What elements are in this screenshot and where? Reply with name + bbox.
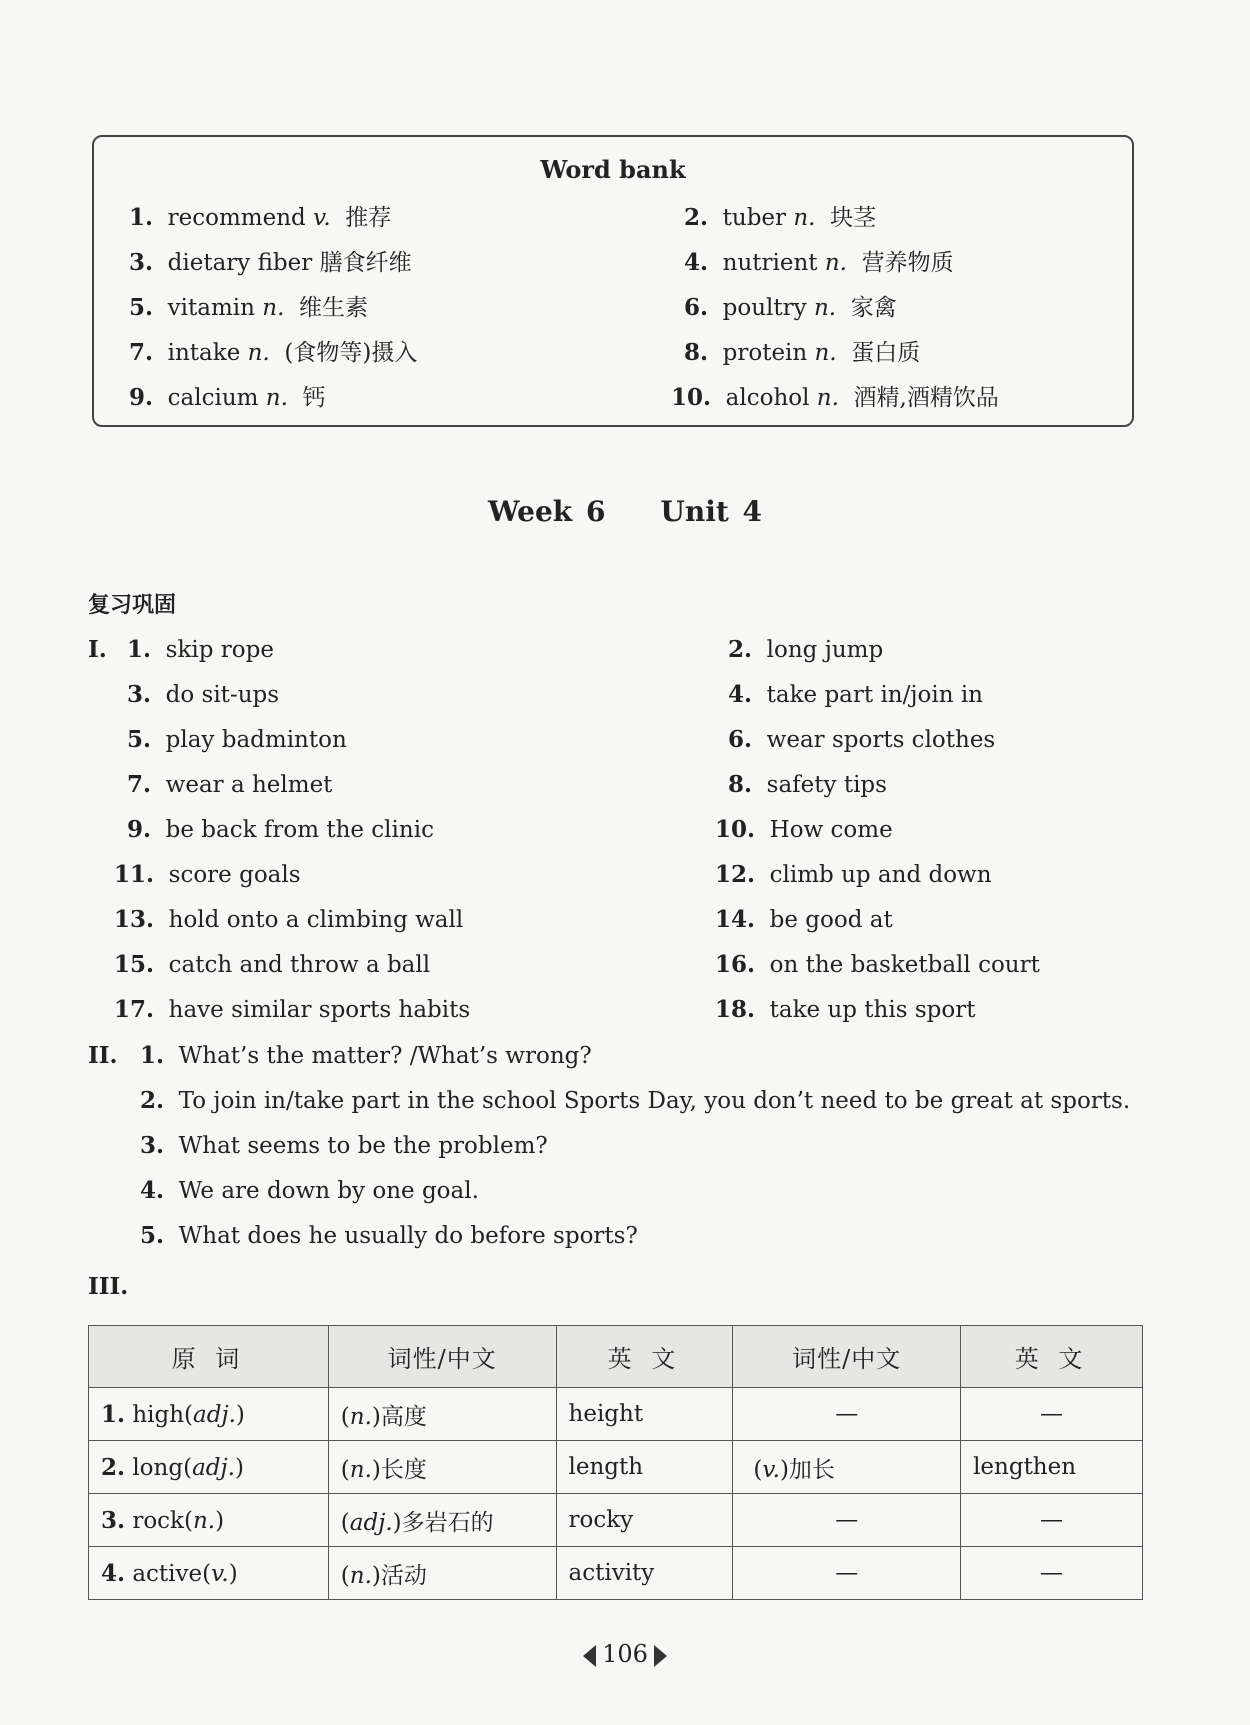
original-pos: v. xyxy=(211,1560,229,1587)
item-number: 8. xyxy=(684,339,709,366)
item-text: safety tips xyxy=(766,772,887,798)
cell-pos-cn: (n.)长度 xyxy=(328,1441,556,1494)
item-number: 13. xyxy=(114,906,155,933)
item-number: 5. xyxy=(129,294,154,321)
cell-english: length xyxy=(556,1441,733,1494)
item-word: recommend xyxy=(167,205,306,231)
part1-item xyxy=(715,951,1040,978)
word-bank-item xyxy=(684,199,876,232)
item-pos: n. xyxy=(816,385,839,411)
part1-item xyxy=(715,816,893,843)
derived-pos-2: v. xyxy=(762,1456,780,1483)
item-meaning: 维生素 xyxy=(299,295,368,321)
item-text: What does he usually do before sports? xyxy=(178,1223,638,1249)
item-number: 10. xyxy=(715,816,756,843)
part1-item xyxy=(715,861,992,888)
item-meaning: 家禽 xyxy=(850,295,897,321)
item-word: protein xyxy=(722,340,808,366)
part2-item xyxy=(140,1087,1130,1114)
word-bank-item xyxy=(671,379,999,412)
word-bank-title: Word bank xyxy=(540,155,686,184)
item-text: How come xyxy=(769,817,893,843)
item-number: 4. xyxy=(728,681,753,708)
item-pos: n. xyxy=(824,250,847,276)
part1-item xyxy=(728,681,983,708)
item-word: calcium xyxy=(167,385,259,411)
derived-pos: n. xyxy=(349,1456,372,1483)
item-number: 2. xyxy=(140,1087,165,1114)
item-number: 2. xyxy=(728,636,753,663)
item-meaning: 膳食纤维 xyxy=(319,250,412,276)
item-text: score goals xyxy=(168,862,301,888)
part2-item xyxy=(140,1042,592,1069)
item-pos: n. xyxy=(813,295,837,321)
part2-item xyxy=(140,1177,479,1204)
page-number xyxy=(0,1640,1250,1668)
part1-item xyxy=(728,726,995,753)
row-number: 4. xyxy=(101,1559,126,1587)
item-text: play badminton xyxy=(165,727,347,753)
item-number: 11. xyxy=(114,861,155,888)
item-meaning: 蛋白质 xyxy=(851,340,921,366)
item-word: poultry xyxy=(722,295,807,321)
word-bank-item xyxy=(129,379,326,412)
item-number: 17. xyxy=(114,996,155,1023)
section-title: 复习巩固 xyxy=(88,593,177,618)
item-pos: n. xyxy=(814,340,837,366)
derived-cn: 活动 xyxy=(380,1562,427,1589)
part1-item xyxy=(715,996,975,1023)
part1-item xyxy=(114,906,463,933)
item-word: nutrient xyxy=(722,250,818,276)
item-number: 8. xyxy=(728,771,753,798)
item-text: wear sports clothes xyxy=(766,727,996,753)
item-number: 9. xyxy=(129,384,154,411)
word-forms-table xyxy=(88,1325,1143,1600)
item-number: 7. xyxy=(127,771,152,798)
row-number: 2. xyxy=(101,1453,126,1481)
word-bank-box xyxy=(92,135,1134,427)
item-number: 1. xyxy=(127,636,152,663)
cell-pos-cn-2: — xyxy=(733,1388,961,1441)
item-meaning: 营养物质 xyxy=(861,250,954,276)
item-meaning: 块茎 xyxy=(830,205,877,231)
part1-item xyxy=(127,771,332,798)
original-pos: adj. xyxy=(193,1401,236,1428)
part1-item xyxy=(127,816,434,843)
part1-label: I. xyxy=(88,636,107,663)
original-pos: n. xyxy=(192,1507,216,1534)
item-text: on the basketball court xyxy=(769,952,1040,978)
item-meaning: 推荐 xyxy=(345,205,392,231)
triangle-right-icon xyxy=(654,1645,667,1667)
item-number: 3. xyxy=(140,1132,165,1159)
cell-english: activity xyxy=(556,1547,733,1600)
item-number: 3. xyxy=(129,249,154,276)
item-text: climb up and down xyxy=(769,862,992,888)
item-number: 4. xyxy=(684,249,709,276)
item-word: tuber xyxy=(722,205,787,231)
part3-label: III. xyxy=(88,1273,129,1300)
word-bank-item xyxy=(684,334,920,367)
part2-label: II. xyxy=(88,1042,118,1069)
word-bank-item xyxy=(129,289,368,322)
triangle-left-icon xyxy=(583,1645,596,1667)
part1-item xyxy=(114,996,470,1023)
row-number: 1. xyxy=(101,1400,126,1428)
item-text: What’s the matter? /What’s wrong? xyxy=(178,1043,592,1069)
part1-item xyxy=(728,771,887,798)
cell-english-2: — xyxy=(961,1547,1143,1600)
cell-original: 3. rock(n.) xyxy=(89,1494,329,1547)
table-header-row xyxy=(89,1326,1143,1388)
item-text: wear a helmet xyxy=(165,772,333,798)
item-meaning: (食物等)摄入 xyxy=(284,340,418,366)
item-number: 12. xyxy=(715,861,756,888)
part1-item xyxy=(127,726,347,753)
cell-pos-cn: (adj.)多岩石的 xyxy=(328,1494,556,1547)
item-number: 9. xyxy=(127,816,152,843)
cell-english-2: lengthen xyxy=(961,1441,1143,1494)
item-pos: v. xyxy=(313,205,331,231)
item-text: To join in/take part in the school Sports Day, you don’t need to be great at sports. xyxy=(178,1088,1131,1114)
item-number: 1. xyxy=(140,1042,165,1069)
item-number: 6. xyxy=(728,726,753,753)
item-number: 5. xyxy=(127,726,152,753)
word-bank-item xyxy=(684,289,897,322)
word-bank-item xyxy=(129,244,412,277)
cell-pos-cn-2: — xyxy=(733,1494,961,1547)
cell-original: 1. high(adj.) xyxy=(89,1388,329,1441)
item-text: be good at xyxy=(769,907,893,933)
item-text: hold onto a climbing wall xyxy=(168,907,464,933)
cell-english: height xyxy=(556,1388,733,1441)
item-text: skip rope xyxy=(165,637,274,663)
derived-cn: 长度 xyxy=(380,1456,427,1483)
cell-pos-cn-2: (v.)加长 xyxy=(733,1441,961,1494)
word-bank-item xyxy=(684,244,954,277)
item-text: What seems to be the problem? xyxy=(178,1133,548,1159)
header-original-word: 原 词 xyxy=(89,1326,329,1388)
cell-original: 2. long(adj.) xyxy=(89,1441,329,1494)
item-pos: n. xyxy=(265,385,288,411)
item-number: 15. xyxy=(114,951,155,978)
word-bank-item xyxy=(129,199,391,232)
item-number: 18. xyxy=(715,996,756,1023)
item-text: long jump xyxy=(766,637,884,663)
item-number: 3. xyxy=(127,681,152,708)
part1-item xyxy=(114,951,430,978)
original-word: high xyxy=(132,1401,185,1428)
part1-item xyxy=(127,681,279,708)
week-title: Week 6 Unit 4 xyxy=(488,495,762,528)
cell-pos-cn: (n.)活动 xyxy=(328,1547,556,1600)
header-pos-chinese: 词性/中文 xyxy=(328,1326,556,1388)
cell-original: 4. active(v.) xyxy=(89,1547,329,1600)
item-meaning: 钙 xyxy=(302,385,326,411)
item-pos: n. xyxy=(247,340,270,366)
table-row xyxy=(89,1441,1143,1494)
part2-item xyxy=(140,1132,548,1159)
item-text: be back from the clinic xyxy=(165,817,434,843)
cell-english-2: — xyxy=(961,1494,1143,1547)
item-text: take part in/join in xyxy=(766,682,983,708)
table-row xyxy=(89,1388,1143,1441)
cell-pos-cn-2: — xyxy=(733,1547,961,1600)
item-text: take up this sport xyxy=(769,997,976,1023)
header-pos-chinese-2: 词性/中文 xyxy=(733,1326,961,1388)
derived-pos: adj. xyxy=(349,1509,393,1536)
header-english-2: 英 文 xyxy=(961,1326,1143,1388)
table-row xyxy=(89,1494,1143,1547)
item-number: 6. xyxy=(684,294,709,321)
item-word: alcohol xyxy=(725,385,810,411)
original-word: rock xyxy=(132,1507,184,1534)
cell-english: rocky xyxy=(556,1494,733,1547)
cell-english-2: — xyxy=(961,1388,1143,1441)
part1-item xyxy=(728,636,883,663)
header-english: 英 文 xyxy=(556,1326,733,1388)
item-pos: n. xyxy=(262,295,285,321)
table-row xyxy=(89,1547,1143,1600)
item-number: 4. xyxy=(140,1177,165,1204)
item-number: 2. xyxy=(684,204,709,231)
cell-pos-cn: (n.)高度 xyxy=(328,1388,556,1441)
item-meaning: 酒精,酒精饮品 xyxy=(853,385,999,411)
item-word: vitamin xyxy=(167,295,255,321)
word-bank-item xyxy=(129,334,417,367)
item-word: intake xyxy=(167,340,241,366)
part1-item xyxy=(114,861,301,888)
item-text: catch and throw a ball xyxy=(168,952,431,978)
part2-item xyxy=(140,1222,638,1249)
original-word: long xyxy=(132,1454,184,1481)
part1-item xyxy=(715,906,893,933)
item-text: have similar sports habits xyxy=(168,997,471,1023)
item-number: 5. xyxy=(140,1222,165,1249)
item-number: 14. xyxy=(715,906,756,933)
page-number-text: 106 xyxy=(602,1640,648,1668)
item-number: 10. xyxy=(671,384,712,411)
derived-pos: n. xyxy=(349,1403,372,1430)
item-number: 16. xyxy=(715,951,756,978)
original-pos: adj. xyxy=(192,1454,235,1481)
derived-cn-2: 加长 xyxy=(788,1456,835,1483)
original-word: active xyxy=(132,1560,203,1587)
derived-cn: 多岩石的 xyxy=(401,1509,494,1536)
item-pos: n. xyxy=(793,205,816,231)
item-number: 1. xyxy=(129,204,154,231)
item-number: 7. xyxy=(129,339,154,366)
row-number: 3. xyxy=(101,1506,126,1534)
item-text: do sit-ups xyxy=(165,682,280,708)
derived-pos: n. xyxy=(349,1562,372,1589)
item-word: dietary fiber xyxy=(167,250,313,276)
derived-cn: 高度 xyxy=(380,1403,427,1430)
part1-item xyxy=(127,636,274,663)
item-text: We are down by one goal. xyxy=(178,1178,479,1204)
